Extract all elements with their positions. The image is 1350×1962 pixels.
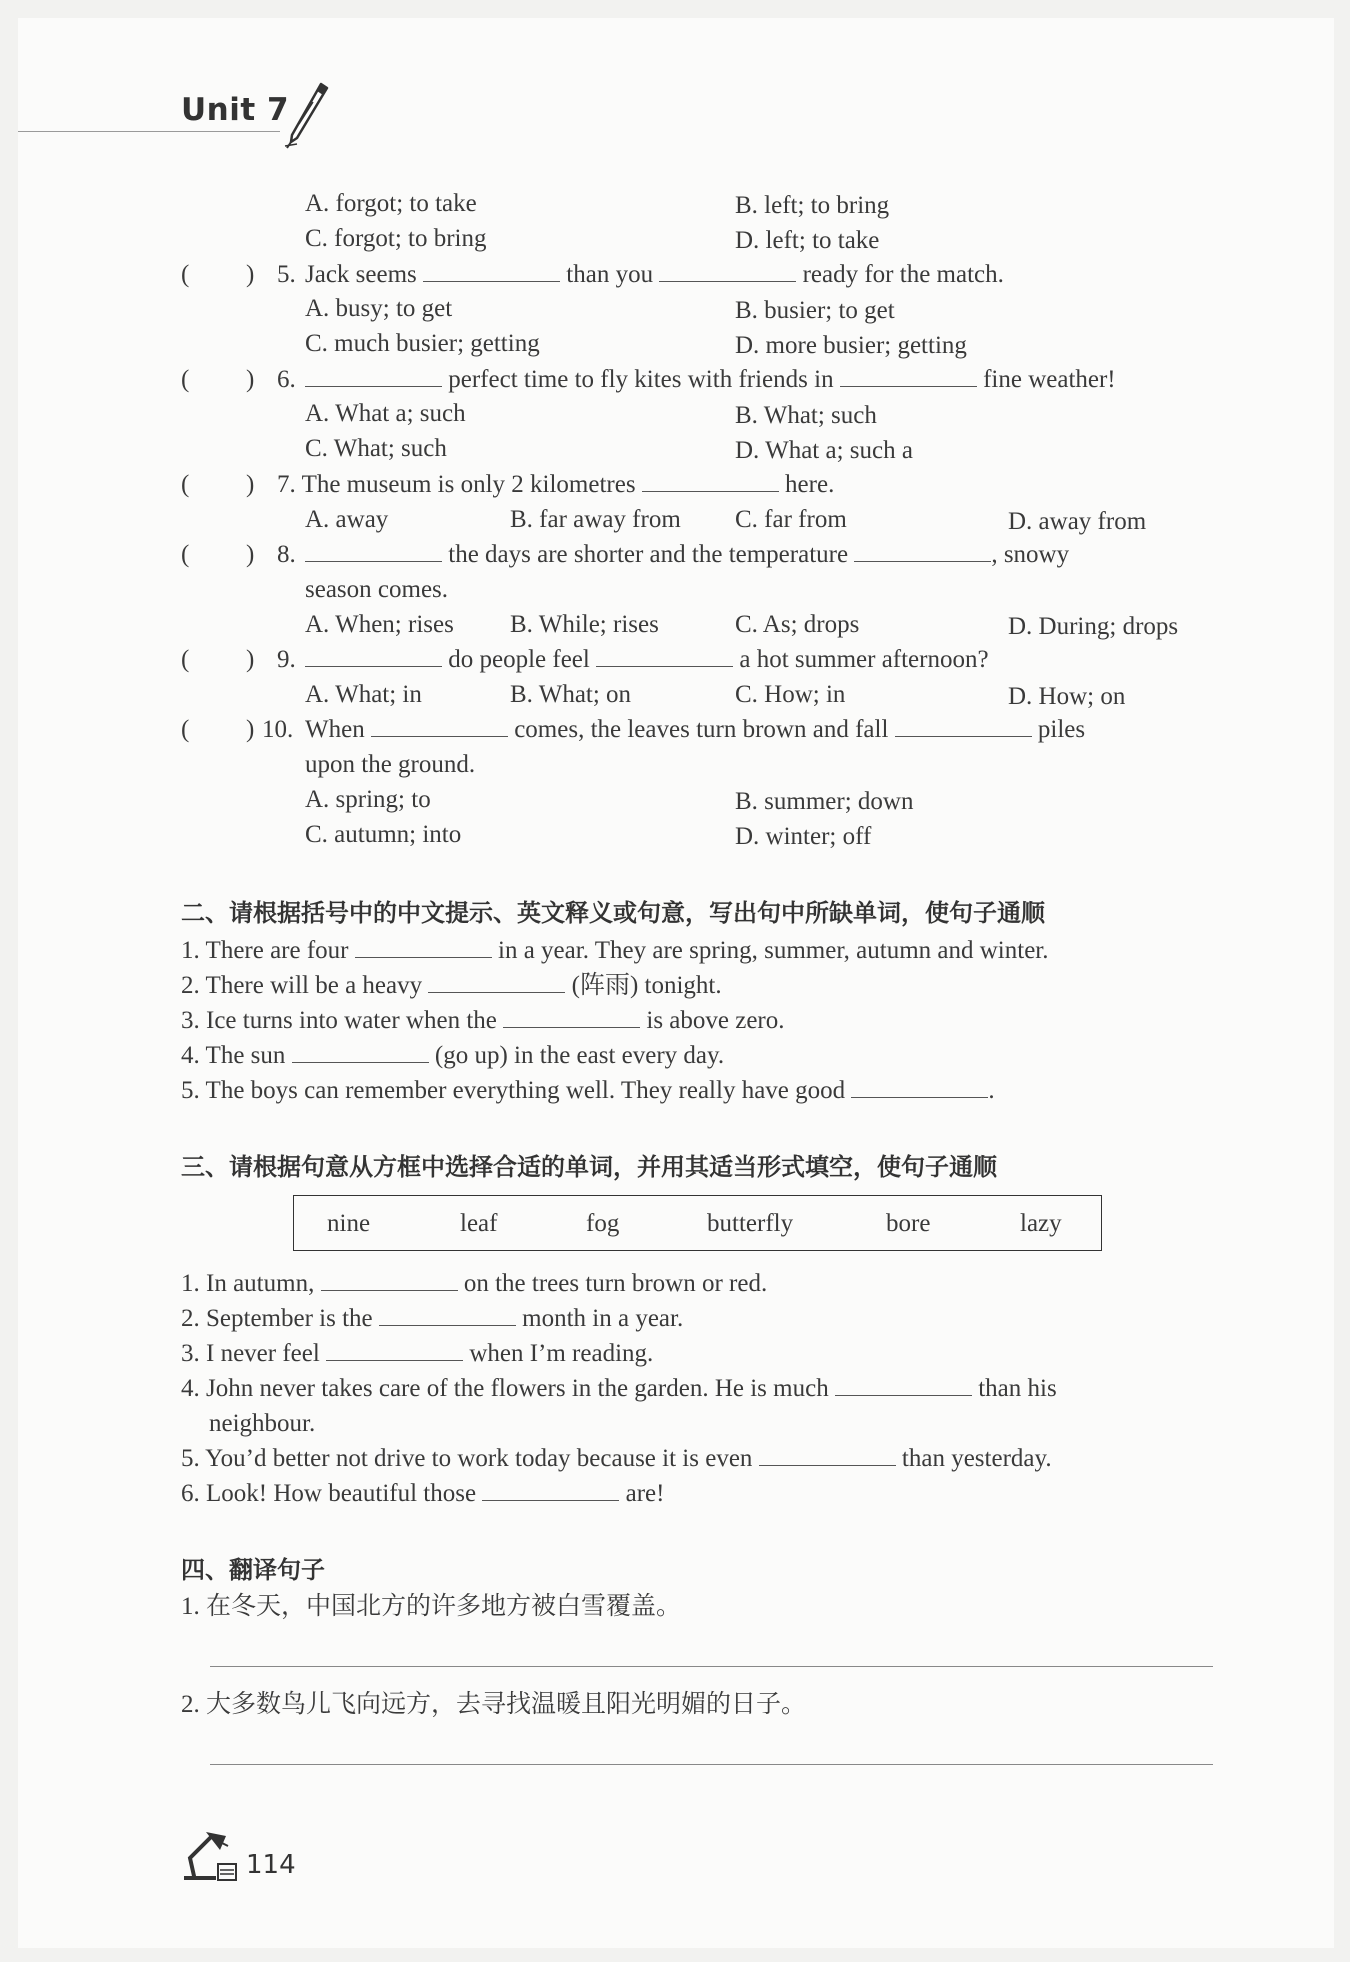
q5-option-b: B. busier; to get — [735, 297, 895, 324]
q4-option-a: A. forgot; to take — [305, 190, 477, 217]
answer-blank[interactable] — [292, 1044, 429, 1063]
page-number: 114 — [246, 1850, 296, 1880]
q5-option-d: D. more busier; getting — [735, 332, 967, 359]
answer-paren-close: ) — [246, 716, 255, 743]
question-text: perfect time to fly kites with friends in fine weather! — [305, 367, 1116, 392]
answer-paren-close: ) — [246, 471, 255, 498]
fill-item: 3. I never feel when I’m reading. — [181, 1340, 654, 1367]
answer-blank[interactable] — [379, 1307, 516, 1326]
question-text: do people feel a hot summer afternoon? — [305, 647, 989, 672]
answer-paren-close: ) — [246, 261, 255, 288]
word-bank-box — [293, 1195, 1102, 1251]
question-text: The museum is only 2 kilometres here. — [301, 471, 835, 498]
q5-option-c: C. much busier; getting — [305, 330, 540, 357]
answer-blank[interactable] — [759, 1447, 896, 1466]
answer-blank[interactable] — [851, 1079, 988, 1098]
answer-blank[interactable] — [305, 543, 442, 562]
answer-blank[interactable] — [642, 473, 779, 492]
q7-option-b: B. far away from — [510, 506, 681, 533]
q10-option-d: D. winter; off — [735, 823, 872, 850]
q9-option-a: A. What; in — [305, 681, 422, 708]
question-text: Jack seems than you ready for the match. — [305, 261, 1004, 288]
q6-option-a: A. What a; such — [305, 400, 466, 427]
question-number: 6. — [277, 366, 296, 393]
answer-blank[interactable] — [371, 718, 508, 737]
answer-paren-open[interactable]: ( — [181, 716, 190, 743]
answer-paren-open[interactable]: ( — [181, 471, 190, 498]
unit-title: Unit 7 — [181, 92, 290, 128]
answer-blank[interactable] — [840, 368, 977, 387]
pen-icon — [283, 80, 333, 150]
fill-item: 6. Look! How beautiful those are! — [181, 1480, 665, 1507]
answer-blank[interactable] — [321, 1272, 458, 1291]
desk-lamp-icon — [180, 1826, 240, 1884]
translate-item: 2. 大多数鸟儿飞向远方，去寻找温暖且阳光明媚的日子。 — [181, 1691, 807, 1718]
answer-blank[interactable] — [482, 1482, 619, 1501]
header-rule — [18, 131, 280, 132]
answer-blank[interactable] — [835, 1377, 972, 1396]
answer-paren-open[interactable]: ( — [181, 366, 190, 393]
q7-option-a: A. away — [305, 506, 389, 533]
q6-option-d: D. What a; such a — [735, 437, 913, 464]
q8-option-a: A. When; rises — [305, 611, 454, 638]
q4-option-b: B. left; to bring — [735, 192, 890, 219]
section-title-part3: 三、请根据句意从方框中选择合适的单词，并用其适当形式填空，使句子通顺 — [181, 1153, 997, 1181]
answer-blank[interactable] — [596, 648, 733, 667]
fill-item: 4. John never takes care of the flowers in the garden. He is much than his — [181, 1375, 1057, 1402]
fill-item: 3. Ice turns into water when the is above zero. — [181, 1007, 785, 1034]
q10-option-b: B. summer; down — [735, 788, 914, 815]
answer-line[interactable] — [210, 1764, 1213, 1765]
word-bank-word: nine — [327, 1210, 371, 1237]
q8-option-b: B. While; rises — [510, 611, 659, 638]
q6-option-b: B. What; such — [735, 402, 877, 429]
q6-option-c: C. What; such — [305, 435, 447, 462]
answer-blank[interactable] — [305, 368, 442, 387]
word-bank-word: fog — [586, 1210, 620, 1237]
answer-blank[interactable] — [854, 543, 991, 562]
answer-blank[interactable] — [428, 974, 565, 993]
question-text-continued: season comes. — [305, 576, 449, 603]
answer-paren-open[interactable]: ( — [181, 541, 190, 568]
word-bank-word: bore — [886, 1210, 931, 1237]
fill-item: 5. The boys can remember everything well. They really have good . — [181, 1077, 995, 1104]
answer-blank[interactable] — [659, 263, 796, 282]
question-number: 5. — [277, 261, 296, 288]
q4-option-d: D. left; to take — [735, 227, 880, 254]
q8-option-c: C. As; drops — [735, 611, 860, 638]
answer-paren-open[interactable]: ( — [181, 646, 190, 673]
question-number: 10. — [262, 716, 294, 743]
fill-item: 5. You’d better not drive to work today because it is even than yesterday. — [181, 1445, 1052, 1472]
answer-paren-close: ) — [246, 366, 255, 393]
question-number: 7. — [277, 471, 296, 498]
question-text-continued: upon the ground. — [305, 751, 476, 778]
answer-paren-close: ) — [246, 646, 255, 673]
fill-item: 1. In autumn, on the trees turn brown or red. — [181, 1270, 768, 1297]
question-text: When comes, the leaves turn brown and fall piles — [305, 716, 1086, 743]
fill-item-continued: neighbour. — [209, 1410, 316, 1437]
question-number: 9. — [277, 646, 296, 673]
answer-blank[interactable] — [895, 718, 1032, 737]
question-number: 8. — [277, 541, 296, 568]
section-title-part2: 二、请根据括号中的中文提示、英文释义或句意，写出句中所缺单词，使句子通顺 — [181, 899, 1045, 927]
answer-blank[interactable] — [423, 263, 560, 282]
q4-option-c: C. forgot; to bring — [305, 225, 487, 252]
q7-option-c: C. far from — [735, 506, 847, 533]
fill-item: 1. There are four in a year. They are spring, summer, autumn and winter. — [181, 937, 1049, 964]
answer-line[interactable] — [210, 1666, 1213, 1667]
fill-item: 2. September is the month in a year. — [181, 1305, 684, 1332]
question-text: the days are shorter and the temperature , snowy — [305, 542, 1069, 567]
answer-blank[interactable] — [503, 1009, 640, 1028]
answer-paren-close: ) — [246, 541, 255, 568]
fill-item: 4. The sun (go up) in the east every day. — [181, 1042, 725, 1069]
word-bank-word: leaf — [460, 1210, 498, 1237]
answer-blank[interactable] — [305, 648, 442, 667]
q9-option-c: C. How; in — [735, 681, 846, 708]
word-bank-word: butterfly — [707, 1210, 794, 1237]
answer-paren-open[interactable]: ( — [181, 261, 190, 288]
q5-option-a: A. busy; to get — [305, 295, 453, 322]
q9-option-d: D. How; on — [1008, 683, 1126, 710]
answer-blank[interactable] — [326, 1342, 463, 1361]
answer-blank[interactable] — [355, 939, 492, 958]
section-title-part4: 四、翻译句子 — [181, 1556, 325, 1584]
fill-item: 2. There will be a heavy (阵雨) tonight. — [181, 972, 722, 999]
word-bank-word: lazy — [1020, 1210, 1062, 1237]
q8-option-d: D. During; drops — [1008, 613, 1179, 640]
q9-option-b: B. What; on — [510, 681, 632, 708]
q10-option-c: C. autumn; into — [305, 821, 462, 848]
q10-option-a: A. spring; to — [305, 786, 431, 813]
translate-item: 1. 在冬天，中国北方的许多地方被白雪覆盖。 — [181, 1593, 682, 1620]
q7-option-d: D. away from — [1008, 508, 1147, 535]
